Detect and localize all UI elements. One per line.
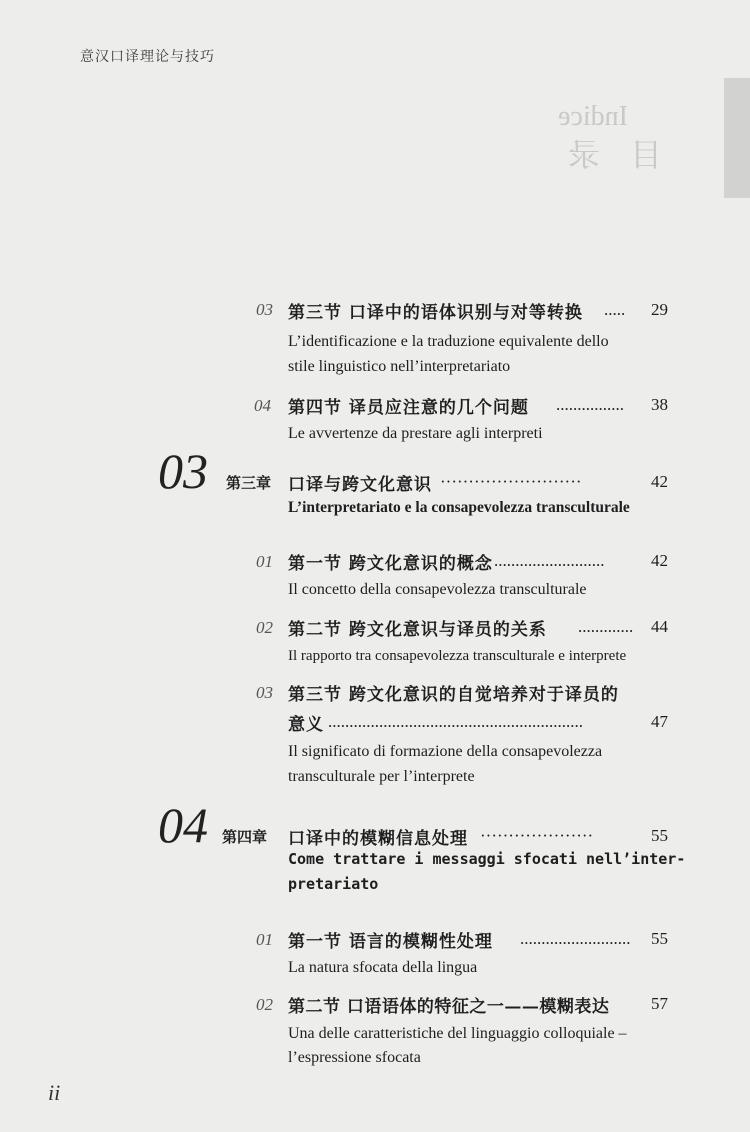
- chapter-title-it-cont: pretariato: [288, 875, 379, 893]
- section-title-zh: 第一节 语言的模糊性处理: [288, 932, 493, 952]
- section-number: 01: [256, 552, 273, 571]
- leader-dots: ..........................: [494, 551, 605, 570]
- bleed-through-heading: [558, 98, 662, 174]
- page-number: 38: [651, 395, 668, 414]
- section-title-it: Il significato di formazione della consapevolezza: [288, 743, 603, 760]
- section-number: 03: [256, 300, 273, 319]
- section-number: 03: [256, 683, 273, 702]
- running-head: 意汉口译理论与技巧: [80, 49, 215, 65]
- chapter-label: 第四章: [222, 828, 268, 846]
- page-number: 42: [651, 551, 668, 570]
- section-title-it-cont: transculturale per l’interprete: [288, 768, 475, 785]
- section-number: 04: [254, 396, 271, 415]
- chapter-title-it: Come trattare i messaggi sfocati nell’inter-: [288, 850, 686, 868]
- page-number: 29: [651, 300, 668, 319]
- page-number: 55: [651, 929, 668, 948]
- chapter-number: 03: [158, 443, 208, 499]
- page-number: 44: [651, 617, 668, 636]
- section-title-zh: 第三节 跨文化意识的自觉培养对于译员的: [288, 685, 619, 705]
- leader-dots: ............................................................: [328, 712, 583, 731]
- section-number: 02: [256, 618, 273, 637]
- page-number: 55: [651, 826, 668, 845]
- section-title-zh-cont: 意义: [288, 715, 324, 735]
- leader-dots: ····················: [480, 826, 594, 845]
- leader-dots: .............: [578, 617, 634, 636]
- chapter-number: 04: [158, 797, 208, 853]
- section-title-it: Il rapporto tra consapevolezza transculturale e interprete: [288, 648, 627, 664]
- chapter-title-it: L’interpretariato e la consapevolezza transculturale: [288, 499, 630, 516]
- section-title-zh: 第一节 跨文化意识的概念: [288, 554, 493, 574]
- section-title-it: Le avvertenze da prestare agli interpreti: [288, 425, 543, 442]
- leader-dots: ·························: [440, 472, 582, 491]
- page-number: 57: [651, 994, 668, 1013]
- section-title-it-cont: l’espressione sfocata: [288, 1049, 421, 1066]
- section-title-it: Il concetto della consapevolezza transculturale: [288, 581, 587, 598]
- page-edge-tab: [724, 78, 750, 198]
- leader-dots: .....: [604, 300, 626, 319]
- chapter-label: 第三章: [226, 474, 272, 492]
- page-number: 47: [651, 712, 668, 731]
- section-number: 02: [256, 995, 273, 1014]
- page-folio: ii: [48, 1080, 61, 1105]
- section-title-it-cont: stile linguistico nell’interpretariato: [288, 358, 511, 375]
- section-title-zh: 第二节 跨文化意识与译员的关系: [288, 620, 547, 640]
- section-title-it: L’identificazione e la traduzione equivalente dello: [288, 333, 609, 350]
- chapter-title-zh: 口译与跨文化意识: [288, 475, 432, 495]
- section-title-zh: 第二节 口语语体的特征之一——模糊表达: [288, 997, 610, 1017]
- section-number: 01: [256, 930, 273, 949]
- bleed-through-it: Indice: [557, 101, 628, 132]
- leader-dots: ................: [556, 395, 624, 414]
- leader-dots: ..........................: [520, 929, 631, 948]
- bleed-through-zh: 目 录: [557, 136, 662, 174]
- section-title-it: Una delle caratteristiche del linguaggio colloquiale –: [288, 1025, 627, 1042]
- chapter-title-zh: 口译中的模糊信息处理: [288, 829, 468, 849]
- page-number: 42: [651, 472, 668, 491]
- section-title-zh: 第四节 译员应注意的几个问题: [288, 398, 529, 418]
- section-title-zh: 第三节 口译中的语体识别与对等转换: [288, 303, 583, 323]
- section-title-it: La natura sfocata della lingua: [288, 959, 478, 976]
